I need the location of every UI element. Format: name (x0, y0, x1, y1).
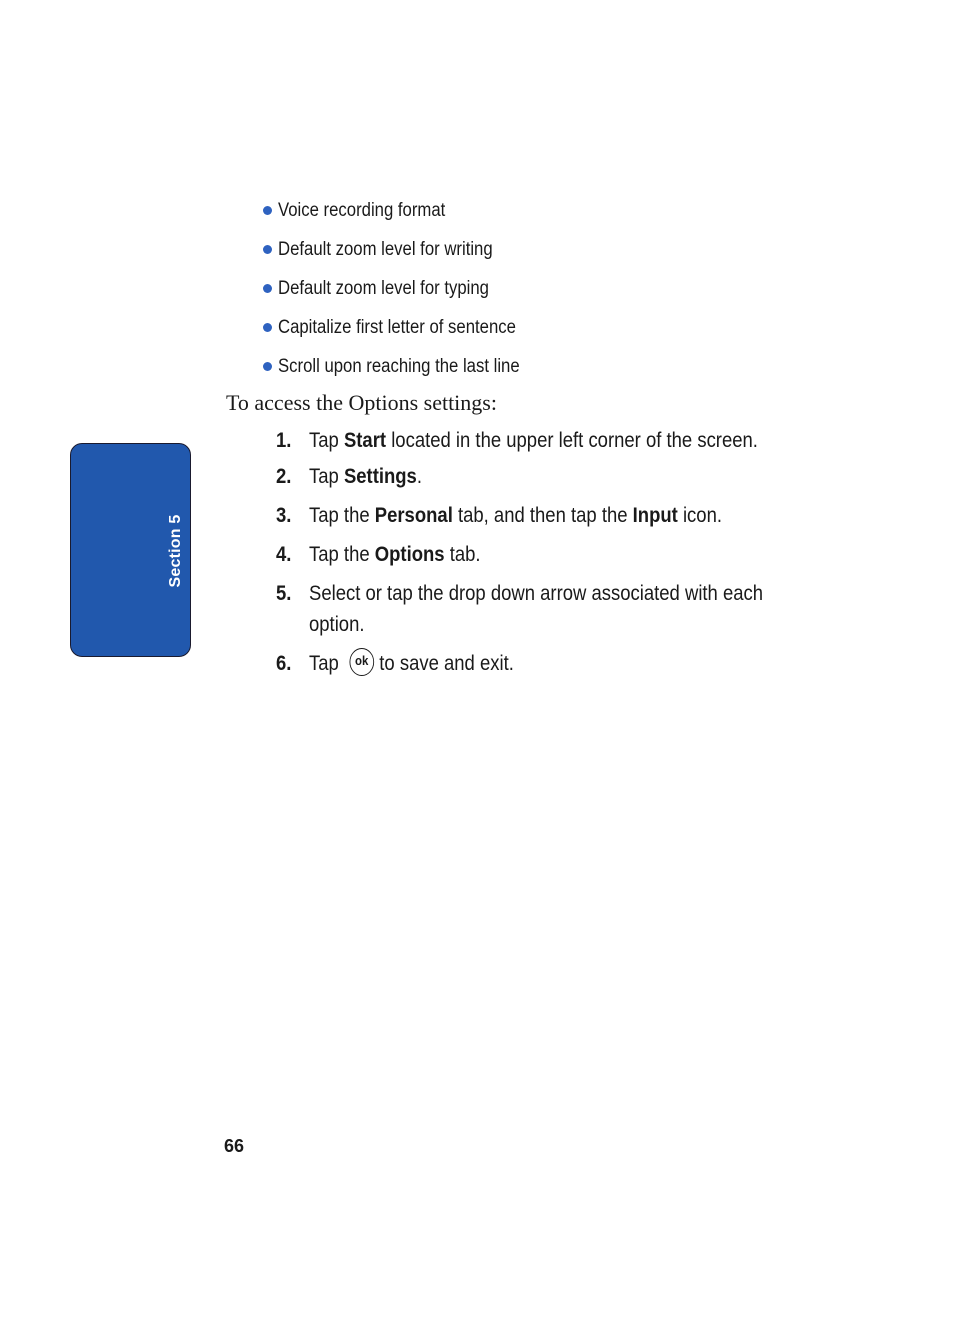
bullet-icon (263, 323, 272, 332)
list-item: Scroll upon reaching the last line (263, 354, 553, 393)
page-number: 66 (224, 1136, 245, 1156)
list-item: Default zoom level for writing (263, 237, 553, 276)
list-item: Capitalize first letter of sentence (263, 315, 553, 354)
intro-text: To access the Options settings: (226, 390, 497, 415)
bullet-icon (263, 206, 272, 215)
bullet-icon (263, 362, 272, 371)
options-bullet-list (263, 198, 553, 393)
bullet-icon (263, 284, 272, 293)
ok-button-icon: ok (349, 648, 374, 676)
section-tab-label: Section 5 (167, 514, 184, 588)
bullet-icon (263, 245, 272, 254)
list-item: Default zoom level for typing (263, 276, 553, 315)
list-item: Voice recording format (263, 198, 553, 237)
